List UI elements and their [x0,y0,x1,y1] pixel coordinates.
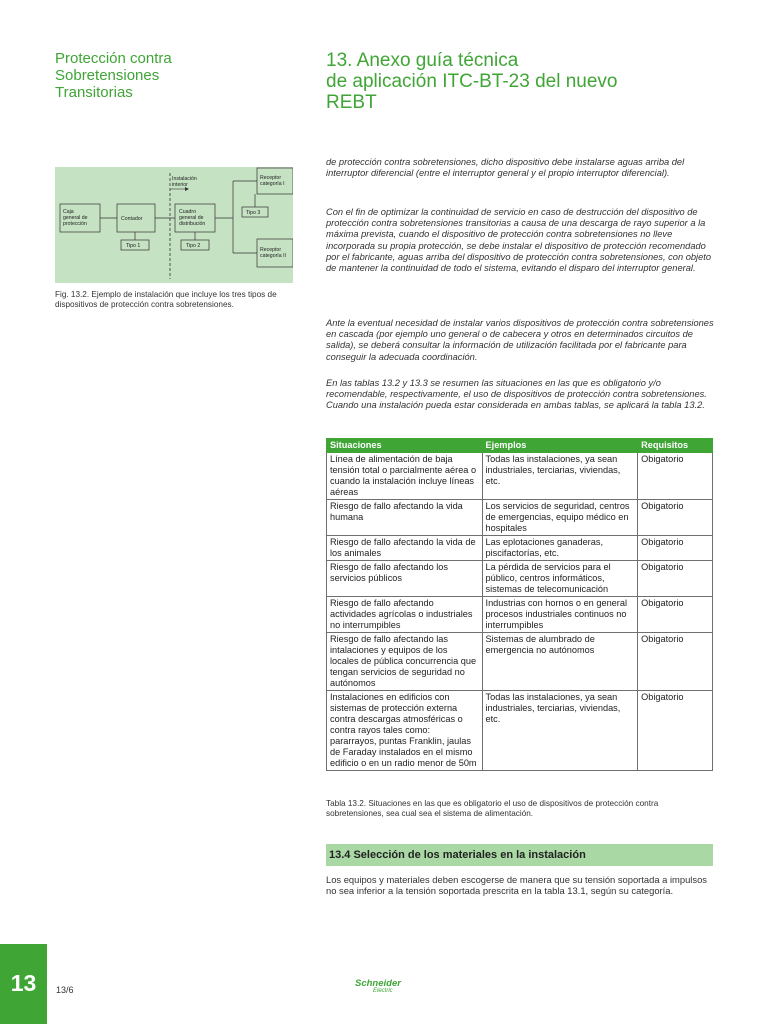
table-cell: Línea de alimentación de baja tensión total o parcialmente aérea o cuando la instalación incluye líneas aéreas [327,453,483,500]
table-header-cell: Situaciones [327,439,483,453]
table-cell: Obigatorio [638,453,713,500]
diagram-label-cuadro: general de [179,215,204,221]
diagram-label-tipo2: Tipo 2 [186,243,201,249]
table-cell: Riesgo de fallo afectando actividades agrícolas o industriales no interrumpibles [327,597,483,633]
body-paragraph: En las tablas 13.2 y 13.3 se resumen las situaciones en las que es obligatorio y/o recomendable, respectivamente, el uso de dispositivos de protección contra sobretensiones. Cuando una instalación pueda estar considerada en ambas tablas, se aplicará la tabla 13.2. [326,378,707,411]
table-cell: Riesgo de fallo afectando los servicios públicos [327,561,483,597]
chapter-title-line: 13. Anexo guía técnica [326,50,519,71]
section-title [55,50,295,101]
table-caption: Tabla 13.2. Situaciones en las que es obligatorio el uso de dispositivos de protección contra sobretensiones, sea cual sea el sistema de alimentación. [326,799,659,818]
table-row [327,633,713,691]
diagram-label-cuadro: distribución [179,221,206,227]
page-number: 13/6 [56,985,74,995]
section-title-line: Transitorias [55,84,133,101]
table-row [327,500,713,536]
table-header-cell: Ejemplos [482,439,638,453]
chapter-title [326,50,746,113]
table-cell: Todas las instalaciones, ya sean industriales, terciarias, viviendas, etc. [482,691,638,771]
diagram-label-instalacion: interior [172,182,188,188]
diagram-label-receptor1: Receptor [260,175,282,181]
chapter-tab [0,944,47,1024]
table-cell: Obigatorio [638,500,713,536]
subsection-paragraph: Los equipos y materiales deben escogerse de manera que su tensión soportada a impulsos no sea inferior a la tensión soportada prescrita en la tabla 13.1, según su categoría. [326,874,707,897]
table-cell: Sistemas de alumbrado de emergencia no autónomos [482,633,638,691]
table-cell: Riesgo de fallo afectando la vida de los animales [327,536,483,561]
diagram-label-caja: general de [63,215,88,221]
body-paragraph: Ante la eventual necesidad de instalar varios dispositivos de protección contra sobretensiones en cascada (por ejemplo uno general o de cabecera y otros en determinados circuitos de salida), se deberá consultar la información de utilización facilitada por el fabricante para conseguir la adecuada coordinación. [326,318,714,362]
table-cell: Obigatorio [638,633,713,691]
table-row [327,561,713,597]
diagram-label-tipo1: Tipo 1 [126,243,141,249]
table-cell: Los servicios de seguridad, centros de emergencias, equipo médico en hospitales [482,500,638,536]
table-cell: Obigatorio [638,691,713,771]
schneider-logo [355,978,415,998]
diagram-label-cuadro: Cuadro [179,209,197,215]
logo-text: Schneider [355,978,401,989]
table-cell: Las eplotaciones ganaderas, piscifactorías, etc. [482,536,638,561]
installation-diagram [55,167,293,283]
body-paragraph: de protección contra sobretensiones, dicho dispositivo debe instalarse aguas arriba del interruptor diferencial (entre el interruptor general y el propio interruptor diferencial). [326,157,685,179]
table-cell: Todas las instalaciones, ya sean industriales, terciarias, viviendas, etc. [482,453,638,500]
table-cell: Instalaciones en edificios con sistemas de protección externa contra descargas atmosféricas o contra rayos tales como: pararrayos, puntas Franklin, jaulas de Faraday instalados en el mismo edificio o en un radio menor de 50m [327,691,483,771]
table-cell: Riesgo de fallo afectando las intalaciones y equipos de los locales de pública concurrencia que tengan servicios de seguridad no autónomos [327,633,483,691]
table-cell: La pérdida de servicios para el público, centros informáticos, sistemas de telecomunicación [482,561,638,597]
table-header-row [327,439,713,453]
situations-table [326,438,713,771]
diagram-label-contador: Contador [121,216,143,222]
figure-caption: Fig. 13.2. Ejemplo de instalación que incluye los tres tipos de dispositivos de protección contra sobretensiones. [55,290,277,309]
chapter-number: 13 [10,970,37,996]
table-header-cell: Requisitos [638,439,713,453]
diagram-label-caja: Caja [63,209,74,215]
diagram-label-receptor2: Receptor [260,247,282,253]
section-title-line: Sobretensiones [55,67,160,84]
table-row [327,453,713,500]
diagram-label-receptor2: categoría II [260,253,286,259]
chapter-title-line: de aplicación ITC-BT-23 del nuevo [326,71,618,92]
table-cell: Obigatorio [638,561,713,597]
diagram-label-receptor1: categoría I [260,181,285,187]
subsection-heading: 13.4 Selección de los materiales en la instalación [326,844,713,866]
body-paragraph: Con el fin de optimizar la continuidad de servicio en caso de destrucción del dispositivo de protección contra sobretensiones transitorias a causa de una descarga de rayo superior a la máxima prevista, cuando el dispositivo de protección contra sobretensiones no lleve incorporada su propia protección, se debe instalar el dispositivo de protección recomendado por el fabricante, aguas arriba del dispositivo de protección contra sobretensiones, con objeto de mantener la continuidad de todo el sistema, evitando el disparo del interruptor general. [326,207,712,274]
diagram-label-instalacion: Instalación [172,176,197,182]
diagram-label-tipo3: Tipo 3 [246,210,261,216]
table-cell: Riesgo de fallo afectando la vida humana [327,500,483,536]
section-title-line: Protección contra [55,50,172,67]
table-row [327,597,713,633]
table-cell: Obigatorio [638,597,713,633]
diagram-label-caja: protección [63,221,87,227]
table-cell: Industrias con hornos o en general procesos industriales continuos no interrumpibles [482,597,638,633]
logo-text: Electric [373,988,393,994]
chapter-title-line: REBT [326,92,377,113]
table-row [327,691,713,771]
table-cell: Obigatorio [638,536,713,561]
table-row [327,536,713,561]
